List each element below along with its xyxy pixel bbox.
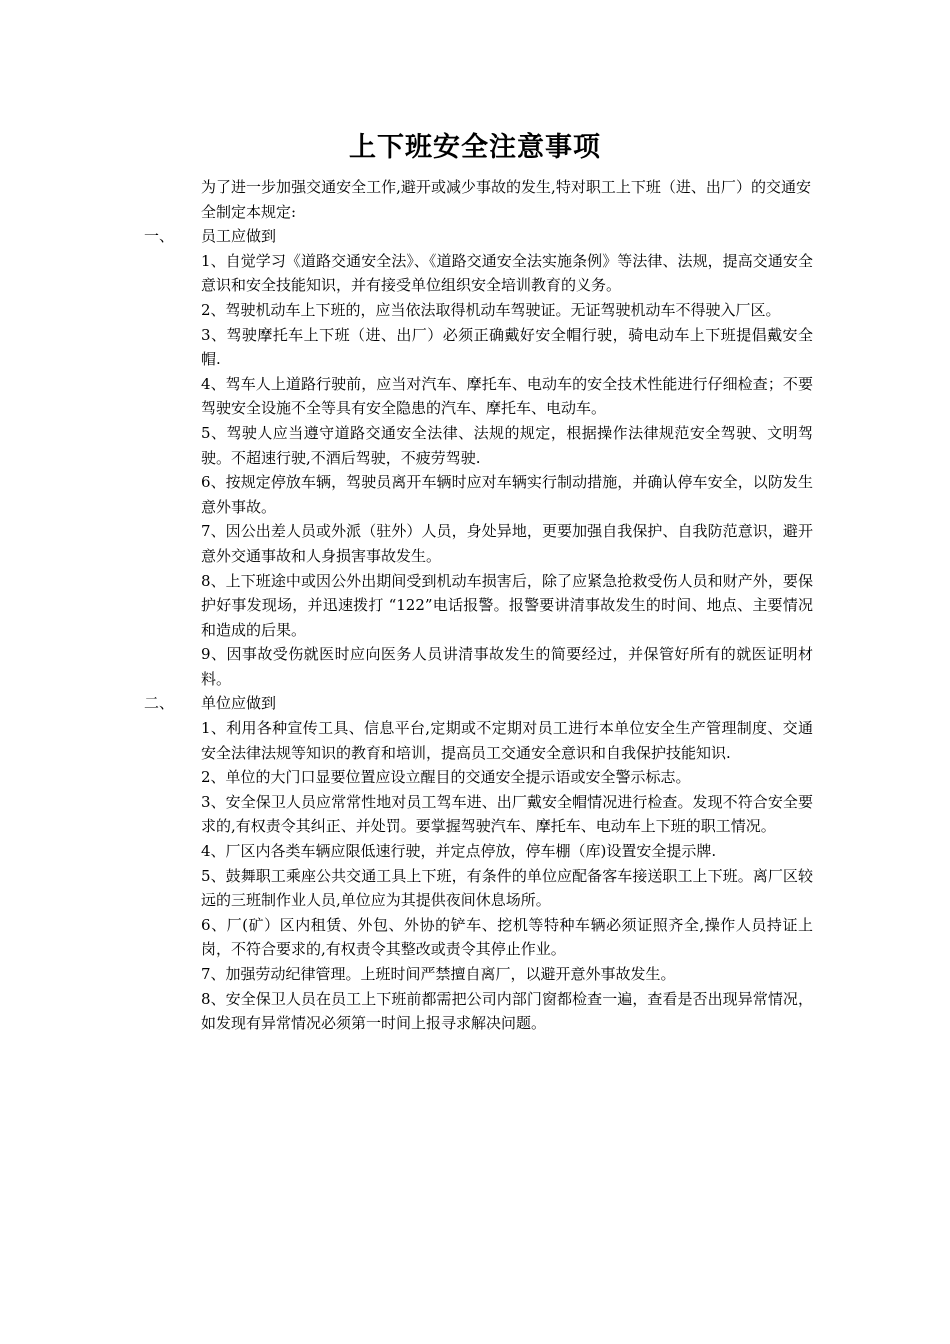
list-item: 8、安全保卫人员在员工上下班前都需把公司内部门窗都检查一遍，查看是否出现异常情况，如发现有异常情况必须第一时间上报寻求解决问题。 [201, 989, 813, 1033]
section-heading-employees [144, 224, 811, 249]
intro-paragraph: 为了进一步加强交通安全工作,避开或减少事故的发生,特对职工上下班（进、出厂）的交通安全制定本规定: [201, 178, 811, 221]
list-item: 5、鼓舞职工乘座公共交通工具上下班，有条件的单位应配备客车接送职工上下班。离厂区较远的三班制作业人员,单位应为其提供夜间休息场所。 [201, 866, 813, 910]
section-heading-text: 员工应做到 [201, 227, 277, 246]
document-title: 上下班安全注意事项 [349, 132, 601, 163]
section-heading-text: 单位应做到 [201, 694, 277, 713]
document-body [0, 175, 950, 1036]
list-item: 2、驾驶机动车上下班的，应当依法取得机动车驾驶证。无证驾驶机动车不得驶入厂区。 [201, 300, 781, 319]
list-item: 4、驾车人上道路行驶前，应当对汽车、摩托车、电动车的安全技术性能进行仔细检查；不要驾驶安全设施不全等具有安全隐患的汽车、摩托车、电动车。 [201, 374, 813, 418]
section-number: 一、 [144, 227, 175, 246]
list-item: 7、因公出差人员或外派（驻外）人员，身处异地，更要加强自我保护、自我防范意识，避开意外交通事故和人身损害事故发生。 [201, 522, 813, 565]
section-number: 二、 [144, 694, 175, 713]
section-heading-company [144, 691, 811, 716]
list-item: 5、驾驶人应当遵守道路交通安全法律、法规的规定，根据操作法律规范安全驾驶、文明驾驶。不超速行驶,不酒后驾驶，不疲劳驾驶. [201, 423, 813, 467]
list-item: 7、加强劳动纪律管理。上班时间严禁擅自离厂，以避开意外事故发生。 [201, 965, 676, 983]
list-item: 2、单位的大门口显要位置应设立醒目的交通安全提示语或安全警示标志。 [201, 768, 691, 787]
list-item: 6、按规定停放车辆，驾驶员离开车辆时应对车辆实行制动措施，并确认停车安全，以防发生意外事故。 [201, 473, 813, 516]
list-item: 8、上下班途中或因公外出期间受到机动车损害后，除了应紧急抢救受伤人员和财产外，要保护好事发现场，并迅速拨打 “122”电话报警。报警要讲清事故发生的时间、地点、主要情况和造成的后果。 [201, 571, 813, 639]
list-item: 4、厂区内各类车辆应限低速行驶，并定点停放，停车棚（库)设置安全提示牌. [201, 842, 717, 861]
list-item: 9、因事故受伤就医时应向医务人员讲清事故发生的简要经过，并保管好所有的就医证明材料。 [201, 645, 813, 688]
list-item: 6、厂(矿）区内租赁、外包、外协的铲车、挖机等特种车辆必须证照齐全,操作人员持证上岗，不符合要求的,有权责令其整改或责令其停止作业。 [201, 915, 813, 959]
list-item: 3、驾驶摩托车上下班（进、出厂）必须正确戴好安全帽行驶，骑电动车上下班提倡戴安全帽. [201, 325, 813, 369]
list-item: 1、利用各种宣传工具、信息平台,定期或不定期对员工进行本单位安全生产管理制度、交通安全法律法规等知识的教育和培训，提高员工交通安全意识和自我保护技能知识. [201, 719, 813, 762]
list-item: 3、安全保卫人员应常常性地对员工驾车进、出厂戴安全帽情况进行检查。发现不符合安全要求的,有权责令其纠正、并处罚。要掌握驾驶汽车、摩托车、电动车上下班的职工情况。 [201, 792, 813, 836]
list-item: 1、自觉学习《道路交通安全法》、《道路交通安全法实施条例》等法律、法规，提高交通安全意识和安全技能知识，并有接受单位组织安全培训教育的义务。 [201, 251, 813, 295]
